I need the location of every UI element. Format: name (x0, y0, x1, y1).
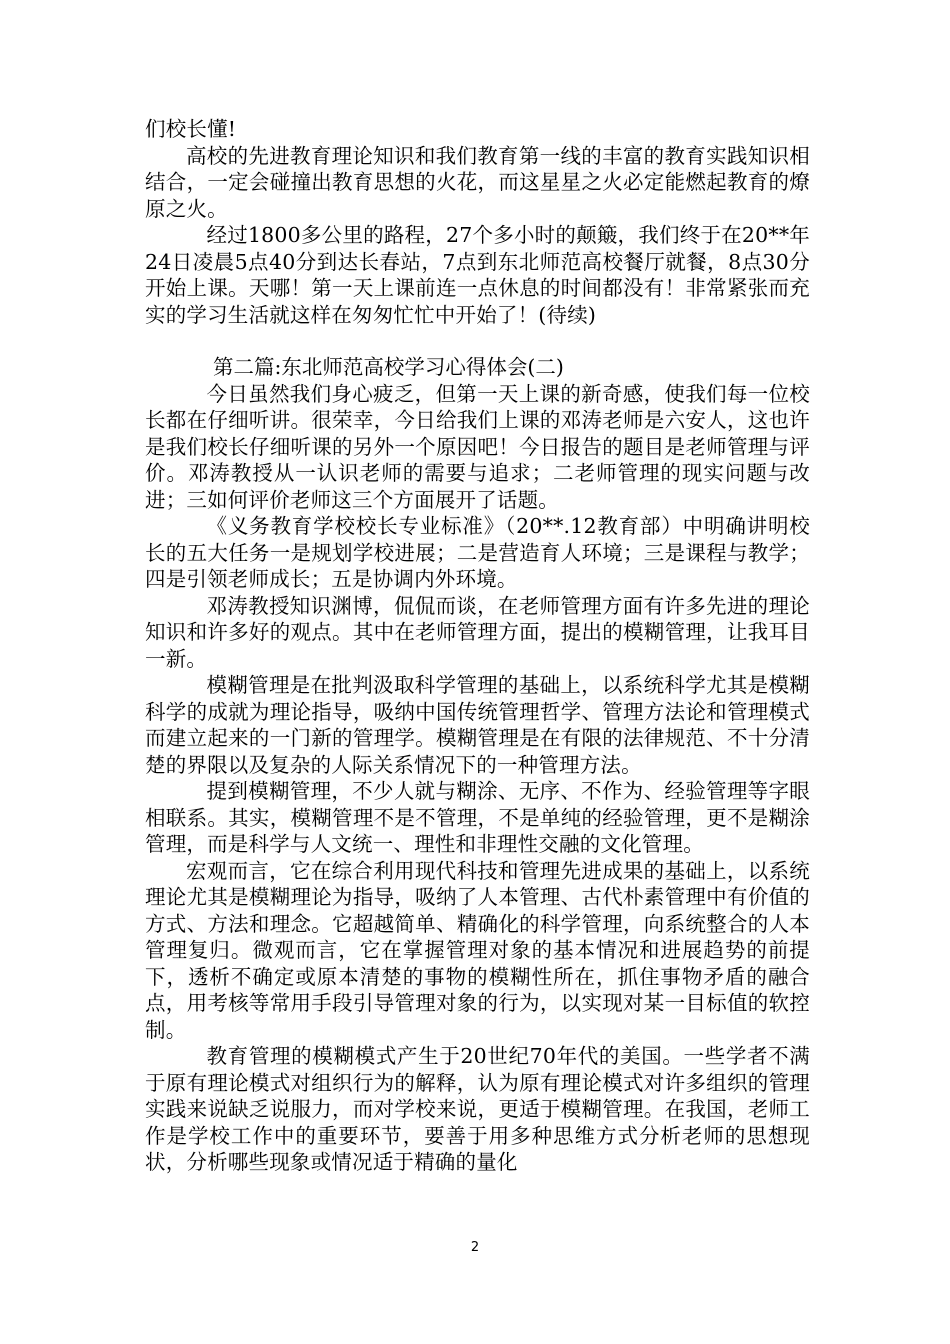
paragraph: 教育管理的模糊模式产生于20世纪70年代的美国。一些学者不满于原有理论模式对组织行为的解释，认为原有理论模式对许多组织的管理实践来说缺乏说服力，而对学校来说，更适于模糊管理。在我国，老师工作是学校工作中的重要环节，要善于用多种思维方式分析老师的思想现状，分析哪些现象或情况适于精确的量化 (145, 1044, 810, 1174)
page-number: 2 (470, 1240, 480, 1255)
paragraph: 邓涛教授知识渊博，侃侃而谈，在老师管理方面有许多先进的理论知识和许多好的观点。其中在老师管理方面，提出的模糊管理，让我耳目一新。 (145, 593, 810, 671)
section-spacer (145, 328, 810, 354)
paragraph: 模糊管理是在批判汲取科学管理的基础上，以系统科学尤其是模糊科学的成就为理论指导，吸纳中国传统管理哲学、管理方法论和管理模式而建立起来的一门新的管理学。模糊管理是在有限的法律规范、不十分清楚的界限以及复杂的人际关系情况下的一种管理方法。 (145, 673, 810, 777)
document-page (145, 116, 810, 1176)
paragraph: 经过1800多公里的路程，27个多小时的颠簸，我们终于在20**年24日凌晨5点40分到达长春站，7点到东北师范高校餐厅就餐，8点30分开始上课。天哪！第一天上课前连一点休息的时间都没有！非常紧张而充实的学习生活就这样在匆匆忙忙中开始了！(待续) (145, 223, 810, 327)
paragraph: 今日虽然我们身心疲乏，但第一天上课的新奇感，使我们每一位校长都在仔细听讲。很荣幸，今日给我们上课的邓涛老师是六安人，这也许是我们校长仔细听课的另外一个原因吧！今日报告的题目是老师管理与评价。邓涛教授从一认识老师的需要与追求；二老师管理的现实问题与改进；三如何评价老师这三个方面展开了话题。 (145, 381, 810, 512)
paragraph: 《义务教育学校校长专业标准》（20**.12教育部）中明确讲明校长的五大任务一是规划学校进展；二是营造育人环境；三是课程与教学；四是引领老师成长；五是协调内外环境。 (145, 514, 810, 591)
paragraph: 提到模糊管理，不少人就与糊涂、无序、不作为、经验管理等字眼相联系。其实，模糊管理不是不管理，不是单纯的经验管理，更不是糊涂管理，而是科学与人文统一、理性和非理性交融的文化管理。 (145, 779, 810, 856)
paragraph: 高校的先进教育理论知识和我们教育第一线的丰富的教育实践知识相结合，一定会碰撞出教育思想的火花，而这星星之火必定能燃起教育的燎原之火。 (145, 143, 810, 221)
continuation-line: 们校长懂! (145, 117, 237, 141)
section-title: 第二篇:东北师范高校学习心得体会(二) (213, 355, 564, 379)
paragraph: 宏观而言，它在综合利用现代科技和管理先进成果的基础上，以系统理论尤其是模糊理论为指导，吸纳了人本管理、古代朴素管理中有价值的方式、方法和理念。它超越简单、精确化的科学管理，向系统整合的人本管理复归。微观而言，它在掌握管理对象的基本情况和进展趋势的前提下，透析不确定或原本清楚的事物的模糊性所在，抓住事物矛盾的融合点，用考核等常用手段引导管理对象的行为，以实现对某一目标值的软控制。 (145, 858, 810, 1042)
